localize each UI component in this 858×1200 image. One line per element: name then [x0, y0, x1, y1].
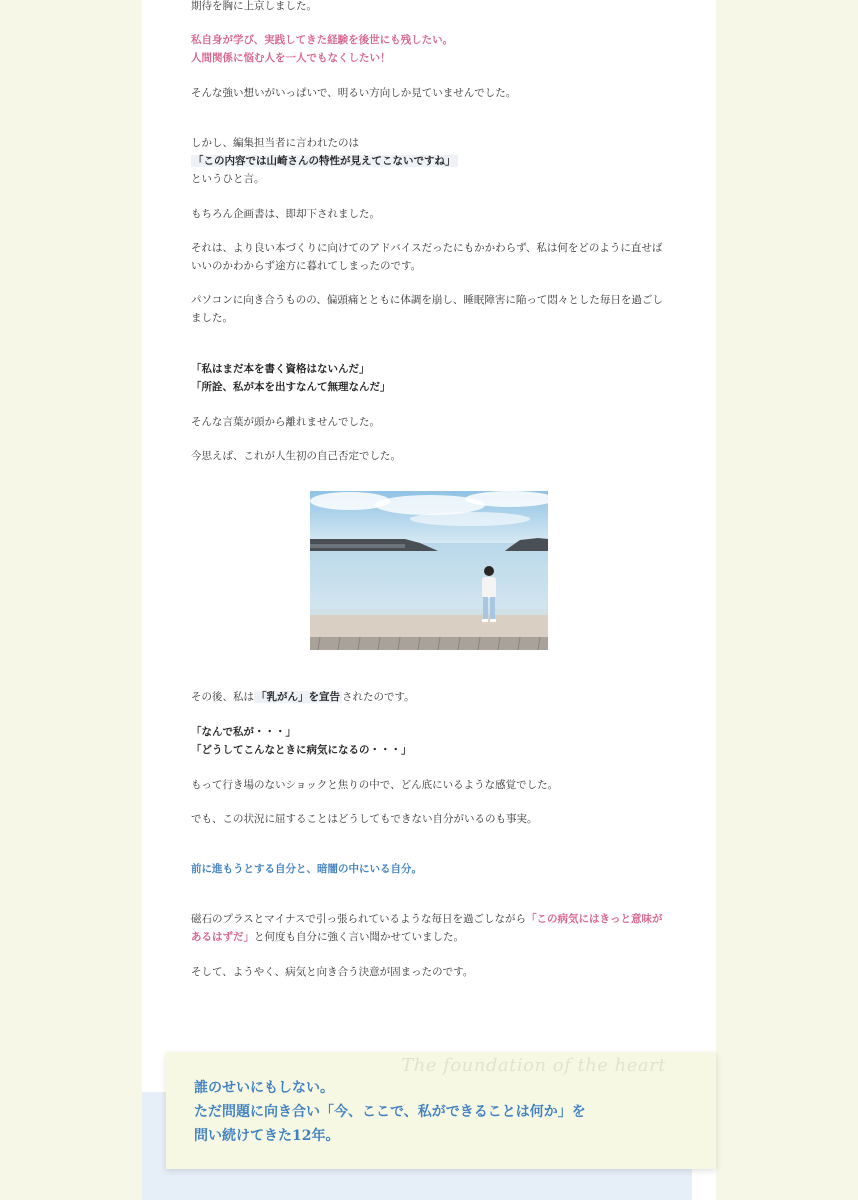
paragraph — [191, 910, 671, 946]
paragraph: そして、ようやく、病気と向き合う決意が固まったのです。 — [191, 966, 474, 978]
watermark-text: The foundation of the heart — [401, 1055, 666, 1076]
paragraph: それは、より良い本づくりに向けてのアドバイスだったにもかかわらず、私は何をどのように直せばいいのかわからず途方に暮れてしまったのです。 — [191, 242, 663, 272]
paragraph: そんな言葉が頭から離れませんでした。 — [191, 416, 380, 428]
paragraph: もちろん企画書は、即却下されました。 — [191, 208, 380, 220]
message-line: ただ問題に向き合い「今、ここで、私ができることは何か」を — [194, 1104, 586, 1120]
paragraph: 今思えば、これが人生初の自己否定でした。 — [191, 450, 401, 462]
paragraph: もって行き場のないショックと焦りの中で、どん底にいるような感覚でした。 — [191, 779, 559, 791]
paragraph: そんな強い想いがいっぱいで、明るい方向しか見ていませんでした。 — [191, 87, 517, 99]
bold-quote: 「なんで私が・・・」 — [191, 726, 296, 738]
beach-photo — [310, 491, 548, 650]
text-segment: 磁石のプラスとマイナスで引っ張られているような毎日を過ごしながら — [191, 913, 527, 925]
text-segment: と何度も自分に強く言い聞かせていました。 — [254, 931, 464, 943]
message-line: 誰のせいにもしない。 — [194, 1080, 334, 1096]
paragraph: 期待を胸に上京しました。 — [191, 0, 317, 12]
pink-emphasis-line: 私自身が学び、実践してきた経験を後世にも残したい。 — [191, 34, 454, 46]
text-segment: されたのです。 — [342, 691, 415, 703]
paragraph: でも、この状況に屈することはどうしてもできない自分がいるのも事実。 — [191, 813, 538, 825]
message-line: 問い続けてきた12年。 — [194, 1128, 340, 1144]
beach-scene-image — [310, 491, 548, 650]
paragraph: というひと言。 — [191, 173, 265, 185]
message-box — [166, 1052, 716, 1169]
pink-inline-emphasis: 「この病気にはきっと意味があるはずだ」 — [191, 913, 663, 943]
paragraph — [191, 688, 671, 706]
paragraph: パソコンに向き合うものの、偏頭痛とともに体調を崩し、睡眠障害に陥って悶々とした毎日を過ごしました。 — [191, 294, 663, 324]
highlighted-quote — [191, 152, 671, 170]
highlight-text: 「乳がん」を宣告 — [256, 691, 340, 703]
bold-quote: 「どうしてこんなときに病気になるの・・・」 — [191, 744, 412, 756]
highlight-text: 「この内容では山崎さんの特性が見えてこないですね」 — [193, 155, 456, 167]
blue-emphasis-line: 前に進もうとする自分と、暗闇の中にいる自分。 — [191, 863, 422, 875]
bold-quote: 「私はまだ本を書く資格はないんだ」 — [191, 363, 370, 375]
pink-emphasis-line: 人間関係に悩む人を一人でもなくしたい！ — [191, 52, 391, 64]
text-segment: その後、私は — [191, 691, 254, 703]
paragraph: しかし、編集担当者に言われたのは — [191, 137, 359, 149]
bold-quote: 「所詮、私が本を出すなんて無理なんだ」 — [191, 381, 391, 393]
